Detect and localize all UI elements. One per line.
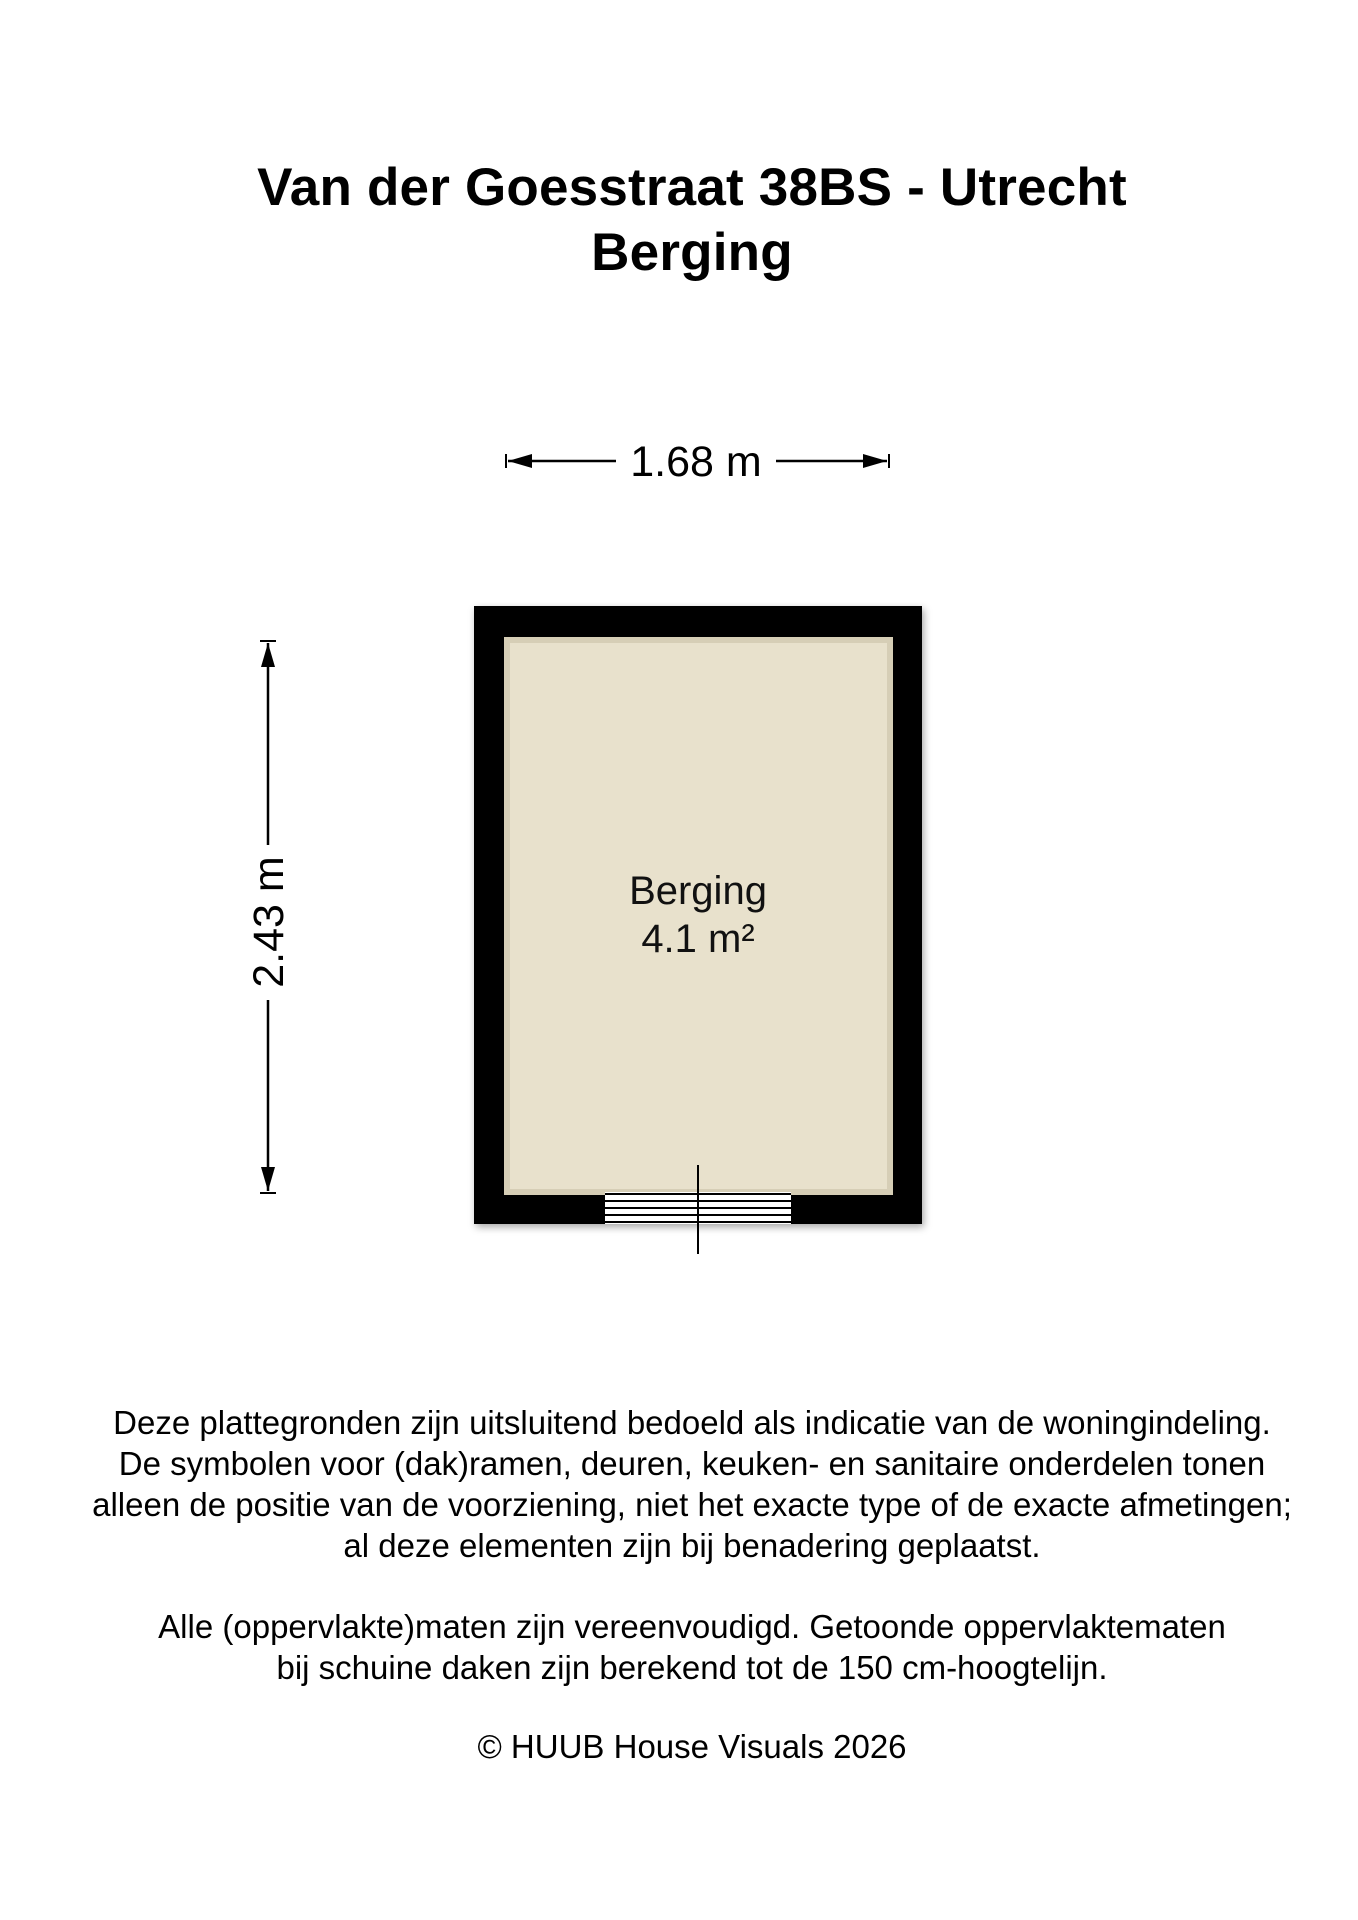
- height-dimension-label: 2.43 m: [245, 856, 293, 988]
- room-area: 4.1 m²: [641, 917, 755, 961]
- width-dimension-label: 1.68 m: [630, 438, 762, 486]
- disclaimer-line: Deze plattegronden zijn uitsluitend bedoeld als indicatie van de woningindeling.: [113, 1404, 1271, 1441]
- floor-title: Berging: [591, 223, 793, 282]
- copyright-notice: © HUUB House Visuals 2026: [477, 1728, 907, 1765]
- width-dimension: [506, 438, 889, 486]
- disclaimer-line: bij schuine daken zijn berekend tot de 150 cm-hoogtelijn.: [276, 1649, 1108, 1686]
- disclaimer-paragraph-2: [0, 1606, 1358, 1688]
- address-title: Van der Goesstraat 38BS - Utrecht: [257, 158, 1127, 217]
- disclaimer-line: De symbolen voor (dak)ramen, deuren, keuken- en sanitaire onderdelen tonen: [118, 1445, 1266, 1482]
- disclaimer-line: alleen de positie van de voorziening, niet het exacte type of de exacte afmetingen;: [92, 1486, 1292, 1523]
- disclaimer-line: Alle (oppervlakte)maten zijn vereenvoudigd. Getoonde oppervlaktematen: [158, 1608, 1226, 1645]
- height-arrow-down-icon: [261, 1167, 275, 1191]
- room-name: Berging: [629, 869, 767, 913]
- height-arrow-up-icon: [261, 643, 275, 667]
- disclaimer-line: al deze elementen zijn bij benadering geplaatst.: [343, 1527, 1041, 1564]
- room-floor: [507, 640, 890, 1192]
- height-dimension: [245, 641, 293, 1193]
- disclaimer-paragraph-1: [0, 1402, 1358, 1566]
- width-arrow-right-icon: [863, 454, 887, 468]
- width-arrow-left-icon: [508, 454, 532, 468]
